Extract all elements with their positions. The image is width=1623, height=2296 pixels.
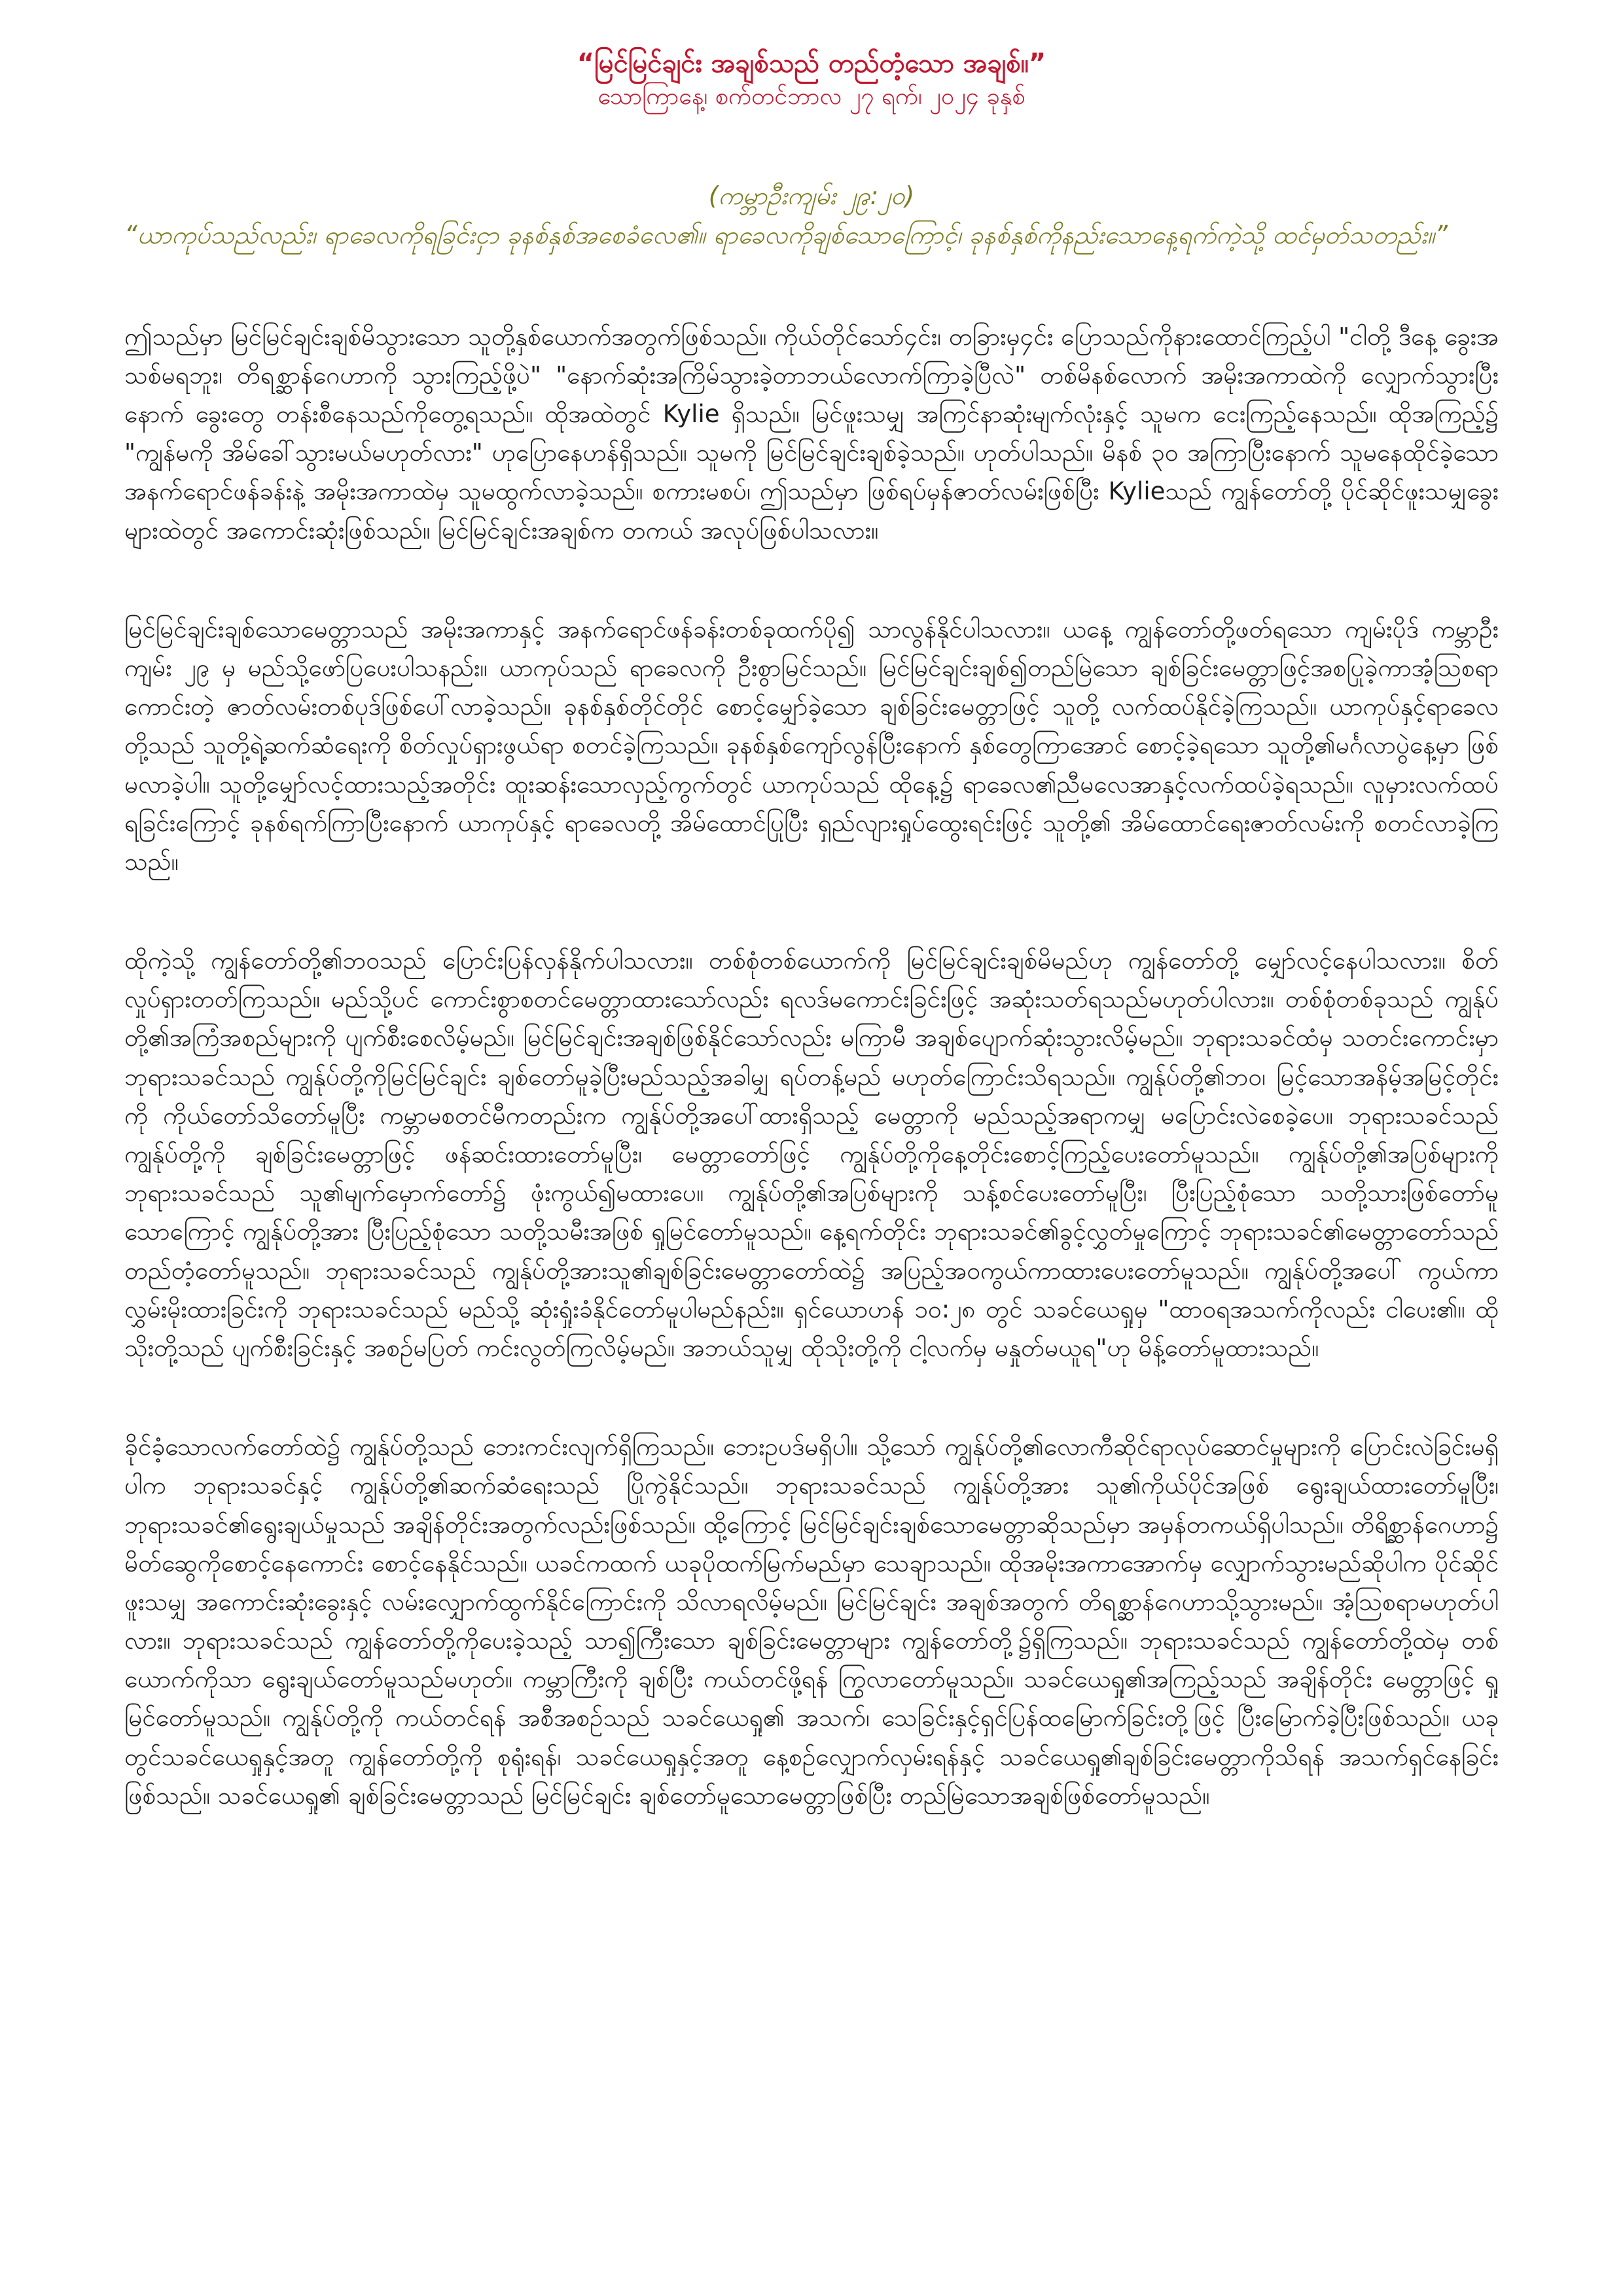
scripture-reference: (ကမ္ဘာဦးကျမ်း ၂၉:၂၀) <box>708 181 915 210</box>
body-paragraph-4: ခိုင်ခံ့သောလက်တော်ထဲ၌ ကျွန်ုပ်တို့သည် ဘေးကင်းလျက်ရှိကြသည်။ ဘေးဥပဒ်မရှိပါ။ သို့သော် ကျွန်ုပ်တို့၏လောကီဆိုင်ရာလုပ်ဆောင်မှုများကို ပြောင်းလဲခြင်းမရှိပါက ဘုရားသခင်နှင့် ကျွန်ုပ်တို့၏ဆက်ဆံရေးသည် ပြိုကွဲနိုင်သည်။ ဘုရားသခင်သည် ကျွန်ုပ်တို့အား သူ၏ကိုယ်ပိုင်အဖြစ် ရွေးချယ်ထားတော်မူပြီး၊ ဘုရားသခင်၏ရွေးချယ်မှုသည် အချိန်တိုင်းအတွက်လည်းဖြစ်သည်။ ထို့ကြောင့် မြင်မြင်ချင်းချစ်သောမေတ္တာဆိုသည်မှာ အမှန်တကယ်ရှိပါသည်။ တိရိစ္ဆာန်ဂေဟာ၌ မိတ်ဆွေကိုစောင့်နေကောင်း စောင့်နေနိုင်သည်။ ယခင်ကထက် ယခုပိုထက်မြက်မည်မှာ သေချာသည်။ ထိုအမိုးအကာအောက်မှ လျှောက်သွားမည်ဆိုပါက ပိုင်ဆိုင်ဖူးသမျှ အကောင်းဆုံးခွေးနှင့် လမ်းလျှောက်ထွက်နိုင်ကြောင်းကို သိလာရလိမ့်မည်။ မြင်မြင်ချင်း အချစ်အတွက် တိရစ္ဆာန်ဂေဟာသို့သွားမည်။ အံ့သြစရာမဟုတ်ပါလား။ ဘုရားသခင်သည် ကျွန်တော်တို့ကိုပေးခဲ့သည့် သာ၍ကြီးသော ချစ်ခြင်းမေတ္တာများ ကျွန်တော်တို့၌ရှိကြသည်။ ဘုရားသခင်သည် ကျွန်တော်တို့ထဲမှ တစ်ယောက်ကိုသာ ရွေးချယ်တော်မူသည်မဟုတ်။ ကမ္ဘာကြီးကို ချစ်ပြီး ကယ်တင်ဖို့ရန် ကြွလာတော်မူသည်။ သခင်ယေရှု၏အကြည့်သည် အချိန်တိုင်း မေတ္တာဖြင့် ရှုမြင်တော်မူသည်။ ကျွန်ုပ်တို့ကို ကယ်တင်ရန် အစီအစဉ်သည် သခင်ယေရှု၏ အသက်၊ သေခြင်းနှင့်ရှင်ပြန်ထမြောက်ခြင်းတို့ဖြင့် ပြီးမြောက်ခဲ့ပြီးဖြစ်သည်။ ယခုတွင်သခင်ယေရှုနှင့်အတူ ကျွန်တော်တို့ကို စုရုံးရန်၊ သခင်ယေရှုနှင့်အတူ နေ့စဉ်လျှောက်လှမ်းရန်နှင့် သခင်ယေရှု၏ချစ်ခြင်းမေတ္တာကိုသိရန် အသက်ရှင်နေခြင်းဖြစ်သည်။ သခင်ယေရှု၏ ချစ်ခြင်းမေတ္တာသည် မြင်မြင်ချင်း ချစ်တော်မူသောမေတ္တာဖြစ်ပြီး တည်မြဲသောအချစ်ဖြစ်တော်မူသည်။ <box>124 1433 1499 1810</box>
page-title: “မြင်မြင်ချင်း အချစ်သည် တည်တံ့သော အချစ်။” <box>577 48 1046 79</box>
body-paragraph-1: ဤသည်မှာ မြင်မြင်ချင်းချစ်မိသွားသော သူတို့နှစ်ယောက်အတွက်ဖြစ်သည်။ ကိုယ်တိုင်သော်၄င်း၊ တခြားမှ၄င်း ပြောသည်ကိုနားထောင်ကြည့်ပါ "ငါတို့ ဒီနေ့ ခွေးအသစ်မရဘူး၊ တိရစ္ဆာန်ဂေဟာကို သွားကြည့်ဖို့ပဲ" "နောက်ဆုံးအကြိမ်သွားခဲ့တာဘယ်လောက်ကြာခဲ့ပြီလဲ" တစ်မိနစ်လောက် အမိုးအကာထဲကို လျှောက်သွားပြီးနောက် ခွေးတွေ တန်းစီနေသည်ကိုတွေ့ရသည်။ ထိုအထဲတွင် Kylie ရှိသည်။ မြင်ဖူးသမျှ အကြင်နာဆုံးမျက်လုံးနှင့် သူမက ငေးကြည့်နေသည်။ ထိုအကြည့်၌ "ကျွန်မကို အိမ်ခေါ်သွားမယ်မဟုတ်လား" ဟုပြောနေဟန်ရှိသည်။ သူမကို မြင်မြင်ချင်းချစ်ခဲ့သည်။ ဟုတ်ပါသည်။ မိနစ် ၃၀ အကြာပြီးနောက် သူမနေထိုင်ခဲ့သော အနက်ရောင်ဖန်ခန်းနဲ့ အမိုးအကာထဲမှ သူမထွက်လာခဲ့သည်။ စကားမစပ်၊ ဤသည်မှာ ဖြစ်ရပ်မှန်ဇာတ်လမ်းဖြစ်ပြီး Kylieသည် ကျွန်တော်တို့ ပိုင်ဆိုင်ဖူးသမျှခွေးများထဲတွင် အကောင်းဆုံးဖြစ်သည်။ မြင်မြင်ချင်းအချစ်က တကယ် အလုပ်ဖြစ်ပါသလား။ <box>124 322 1499 545</box>
page-header <box>124 46 1499 113</box>
body-paragraph-3: ထိုကဲ့သို့ ကျွန်တော်တို့၏ဘဝသည် ပြောင်းပြန်လှန်နိုက်ပါသလား။ တစ်စုံတစ်ယောက်ကို မြင်မြင်ချင်းချစ်မိမည်ဟု ကျွန်တော်တို့ မျှော်လင့်နေပါသလား။ စိတ်လှုပ်ရှားတတ်ကြသည်။ မည်သို့ပင် ကောင်းစွာစတင်မေတ္တာထားသော်လည်း ရလဒ်မကောင်းခြင်းဖြင့် အဆုံးသတ်ရသည်မဟုတ်ပါလား။ တစ်စုံတစ်ခုသည် ကျွန်ုပ်တို့၏အကြံအစည်များကို ပျက်စီးစေလိမ့်မည်။ မြင်မြင်ချင်းအချစ်ဖြစ်နိုင်သော်လည်း မကြာမီ အချစ်ပျောက်ဆုံးသွားလိမ့်မည်။ ဘုရားသခင်ထံမှ သတင်းကောင်းမှာ ဘုရားသခင်သည် ကျွန်ုပ်တို့ကိုမြင်မြင်ချင်း ချစ်တော်မူခဲ့ပြီးမည်သည့်အခါမျှ ရပ်တန့်မည် မဟုတ်ကြောင်းသိရသည်။ ကျွန်ုပ်တို့၏ဘဝ၊ မြင့်သောအနိမ့်အမြင့်တိုင်းကို ကိုယ်တော်သိတော်မူပြီး ကမ္ဘာမစတင်မီကတည်းက ကျွန်ုပ်တို့အပေါ်ထားရှိသည့် မေတ္တာကို မည်သည့်အရာကမျှ မပြောင်းလဲစေခဲ့ပေ။ ဘုရားသခင်သည်ကျွန်ုပ်တို့ကို ချစ်ခြင်းမေတ္တာဖြင့် ဖန်ဆင်းထားတော်မူပြီး၊ မေတ္တာတော်ဖြင့် ကျွန်ုပ်တို့ကိုနေ့တိုင်းစောင့်ကြည့်ပေးတော်မူသည်။ ကျွန်ုပ်တို့၏အပြစ်များကို ဘုရားသခင်သည် သူ၏မျက်မှောက်တော်၌ ဖုံးကွယ်၍မထားပေ။ ကျွန်ုပ်တို့၏အပြစ်များကို သန့်စင်ပေးတော်မူပြီး၊ ပြီးပြည့်စုံသော သတို့သားဖြစ်တော်မူသောကြောင့် ကျွန်ုပ်တို့အား ပြီးပြည့်စုံသော သတို့သမီးအဖြစ် ရှုမြင်တော်မူသည်။ နေ့ရက်တိုင်း ဘုရားသခင်၏ခွင့်လွှတ်မှုကြောင့် ဘုရားသခင်၏မေတ္တာတော်သည် တည်တံ့တော်မူသည်။ ဘုရားသခင်သည် ကျွန်ုပ်တို့အားသူ၏ချစ်ခြင်းမေတ္တာတော်ထဲ၌ အပြည့်အဝကွယ်ကာထားပေးတော်မူသည်။ ကျွန်ုပ်တို့အပေါ် ကွယ်ကာလွှမ်းမိုးထားခြင်းကို ဘုရားသခင်သည် မည်သို့ ဆုံးရှုံးခံနိုင်တော်မူပါမည်နည်း။ ရှင်ယောဟန် ၁၀:၂၈ တွင် သခင်ယေရှုမှ "ထာဝရအသက်ကိုလည်း ငါပေး၏။ ထိုသိုးတို့သည် ပျက်စီးခြင်းနှင့် အစဉ်မပြတ် ကင်းလွတ်ကြလိမ့်မည်။ အဘယ်သူမျှ ထိုသိုးတို့ကို ငါ့လက်မှ မနှုတ်မယူရ"ဟု မိန့်တော်မူထားသည်။ <box>124 946 1499 1362</box>
body-paragraph-2: မြင်မြင်ချင်းချစ်သောမေတ္တာသည် အမိုးအကာနှင့် အနက်ရောင်ဖန်ခန်းတစ်ခုထက်ပို၍ သာလွန်နိုင်ပါသလား။ ယနေ့ ကျွန်တော်တို့ဖတ်ရသော ကျမ်းပိုဒ် ကမ္ဘာဦးကျမ်း ၂၉ မှ မည်သို့ဖော်ပြပေးပါသနည်း။ ယာကုပ်သည် ရာခေလကို ဦးစွာမြင်သည်။ မြင်မြင်ချင်းချစ်၍တည်မြဲသော ချစ်ခြင်းမေတ္တာဖြင့်အစပြုခဲ့ကာအံ့ဩစရာကောင်းတဲ့ ဇာတ်လမ်းတစ်ပုဒ်ဖြစ်ပေါ်လာခဲ့သည်။ ခုနစ်နှစ်တိုင်တိုင် စောင့်မျှော်ခဲ့သော ချစ်ခြင်းမေတ္တာဖြင့် သူတို့ လက်ထပ်နိုင်ခဲ့ကြသည်။ ယာကုပ်နှင့်ရာခေလတို့သည် သူတို့ရဲ့ဆက်ဆံရေးကို စိတ်လှုပ်ရှားဖွယ်ရာ စတင်ခဲ့ကြသည်။ ခုနစ်နှစ်ကျော်လွန်ပြီးနောက် နှစ်တွေကြာအောင် စောင့်ခဲ့ရသော သူတို့၏မင်္ဂလာပွဲနေ့မှာ ဖြစ်မလာခဲ့ပါ။ သူတို့မျှော်လင့်ထားသည့်အတိုင်း ထူးဆန်းသောလှည့်ကွက်တွင် ယာကုပ်သည် ထိုနေ့၌ ရာခေလ၏ညီမလေအာနှင့်လက်ထပ်ခဲ့ရသည်။ လူမှားလက်ထပ်ရခြင်းကြောင့် ခုနစ်ရက်ကြာပြီးနောက် ယာကုပ်နှင့် ရာခေလတို့ အိမ်ထောင်ပြုပြီး ရှည်လျားရှုပ်ထွေးရင်းဖြင့် သူတို့၏ အိမ်ထောင်ရေးဇာတ်လမ်းကို စတင်လာခဲ့ကြသည်။ <box>124 615 1499 876</box>
scripture-text: “ယာကုပ်သည်လည်း၊ ရာခေလကိုရခြင်းငှာ ခုနစ်နှစ်အစေခံလေ၏။ ရာခေလကိုချစ်သောကြောင့်၊ ခုနစ်နှစ်ကိုနည်းသောနေ့ရက်ကဲ့သို့ ထင်မှတ်သတည်း။” <box>124 220 1448 249</box>
scripture-block <box>124 179 1499 255</box>
date-line: သောကြာနေ့၊ စက်တင်ဘာလ ၂၇ ရက်၊ ၂၀၂၄ ခုနှစ် <box>597 83 1026 110</box>
devotional-body <box>124 317 1499 1815</box>
